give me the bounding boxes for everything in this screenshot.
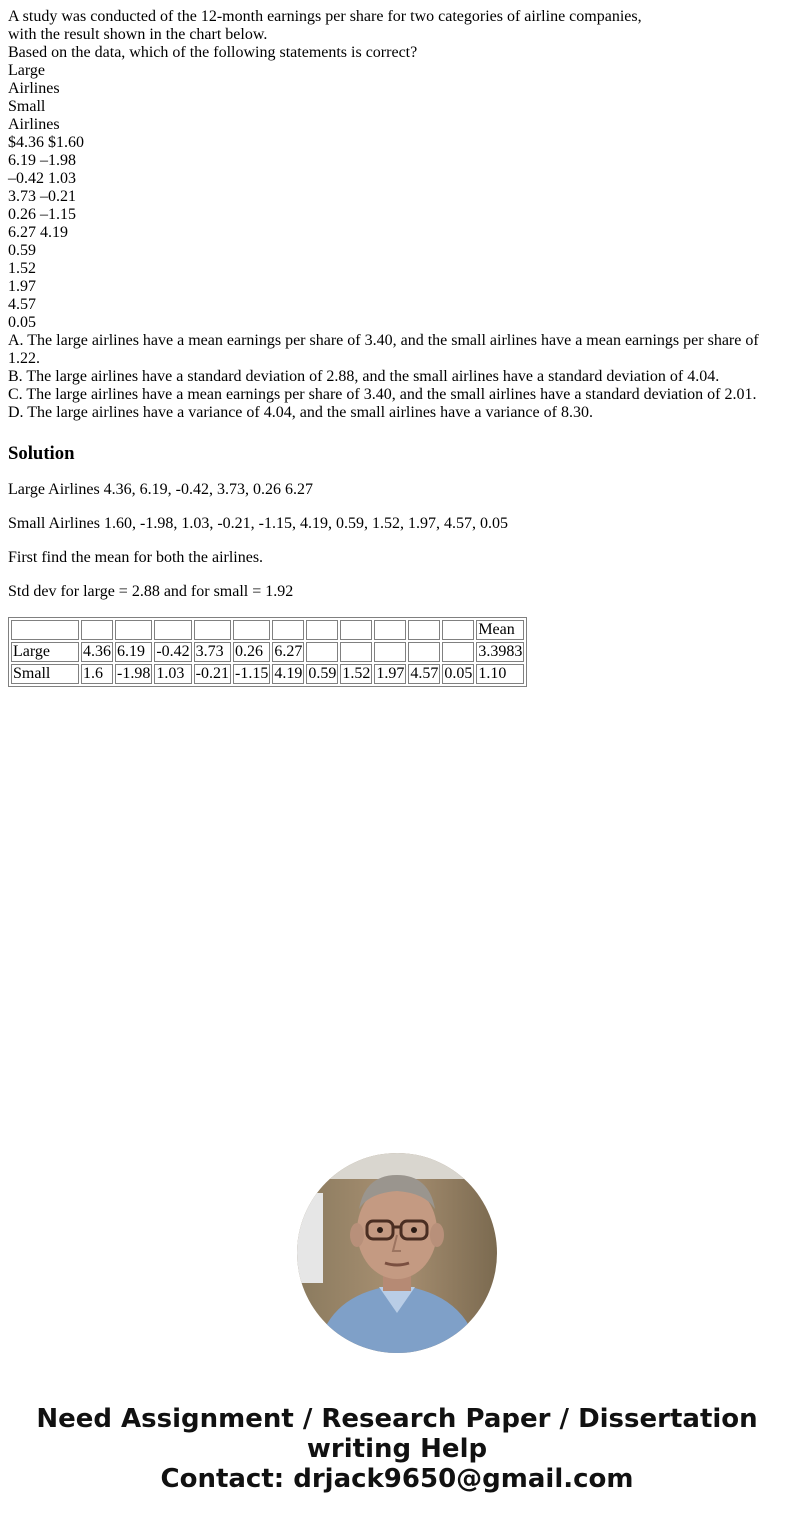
person-photo-icon (297, 1153, 497, 1353)
table-header-large: Airlines (8, 80, 60, 97)
option-c: C. The large airlines have a mean earnings per share of 3.40, and the small airlines have a standard deviation of 2.01. (8, 386, 757, 403)
table-cell (340, 620, 372, 640)
footer-contact: Contact: drjack9650@gmail.com (160, 1464, 634, 1494)
question-line: A study was conducted of the 12-month earnings per share for two categories of airline companies, (8, 8, 642, 25)
table-cell: 6.27 (274, 643, 303, 660)
table-cell: 1.03 (154, 664, 191, 684)
table-cell: 0.05 (444, 665, 473, 682)
table-header-small: Small (8, 98, 46, 115)
table-cell: 4.36 (83, 643, 111, 660)
data-row: 1.97 (8, 278, 36, 295)
solution-paragraph: Small Airlines 1.60, -1.98, 1.03, -0.21, -1.15, 4.19, 0.59, 1.52, 1.97, 4.57, 0.05 (8, 515, 508, 532)
table-cell: 1.97 (376, 665, 405, 682)
table-row (11, 664, 524, 684)
table-cell: 1.6 (81, 664, 113, 684)
table-cell: 6.19 (115, 642, 152, 662)
table-cell: 1.52 (342, 665, 371, 682)
table-cell (272, 620, 304, 640)
table-cell (194, 620, 231, 640)
table-header-large: Large (8, 62, 46, 79)
table-cell (115, 620, 152, 640)
table-cell: 0.26 (233, 642, 270, 662)
document (8, 8, 778, 687)
table-cell (154, 620, 191, 640)
table-cell (306, 620, 338, 640)
table-cell (408, 642, 440, 662)
option-b: B. The large airlines have a standard deviation of 2.88, and the small airlines have a standard deviation of 4.04. (8, 368, 720, 385)
option-a: A. The large airlines have a mean earnings per share of 3.40, and the small airlines have a mean earnings per share of 1.22. (8, 332, 759, 367)
data-row: $4.36 $1.60 (8, 134, 84, 151)
table-cell: -0.42 (156, 643, 190, 660)
solution-paragraph: Large Airlines 4.36, 6.19, -0.42, 3.73, 0.26 6.27 (8, 481, 314, 498)
table-cell: 3.3983 (478, 643, 523, 660)
data-row: 6.27 4.19 (8, 224, 68, 241)
table-cell: 0.59 (308, 665, 337, 682)
data-row: 4.57 (8, 296, 36, 313)
table-cell: Small (11, 664, 79, 684)
table-row (11, 642, 524, 662)
question-block (8, 8, 778, 422)
data-row: –0.42 1.03 (8, 170, 76, 187)
table-cell: 1.10 (476, 664, 524, 684)
data-row: 6.19 –1.98 (8, 152, 76, 169)
table-cell (442, 642, 474, 662)
table-cell: -1.98 (117, 665, 151, 682)
question-line: Based on the data, which of the following statements is correct? (8, 44, 418, 61)
table-header-row (11, 620, 524, 640)
table-cell (340, 642, 372, 662)
data-row: 0.05 (8, 314, 36, 331)
table-cell: -0.21 (195, 665, 229, 682)
solution-paragraph: First find the mean for both the airlines. (8, 549, 264, 566)
results-table (8, 617, 527, 687)
table-cell (11, 620, 79, 640)
table-cell: 4.57 (410, 665, 439, 682)
table-cell: Mean (476, 620, 524, 640)
data-row: 0.59 (8, 242, 36, 259)
solution-paragraph: Std dev for large = 2.88 and for small = 1.92 (8, 583, 294, 600)
data-row: 1.52 (8, 260, 36, 277)
table-cell (233, 620, 270, 640)
table-cell (442, 620, 474, 640)
solution-heading: Solution (8, 443, 75, 464)
table-cell (374, 620, 406, 640)
table-cell (81, 620, 113, 640)
table-cell: Large (11, 642, 79, 662)
footer-line: writing Help (306, 1434, 488, 1464)
table-cell (374, 642, 406, 662)
author-avatar (297, 1153, 497, 1353)
data-row: 3.73 –0.21 (8, 188, 76, 205)
table-cell: -1.15 (234, 665, 269, 682)
table-cell: 4.19 (274, 665, 303, 682)
table-cell (306, 642, 338, 662)
table-cell: 3.73 (194, 642, 231, 662)
table-cell (408, 620, 440, 640)
table-header-small: Airlines (8, 116, 60, 133)
option-d: D. The large airlines have a variance of 4.04, and the small airlines have a variance of 8.30. (8, 404, 593, 421)
footer-line: Need Assignment / Research Paper / Dissertation (36, 1404, 758, 1434)
footer-banner (0, 1404, 794, 1494)
data-row: 0.26 –1.15 (8, 206, 76, 223)
question-line: with the result shown in the chart below. (8, 26, 268, 43)
